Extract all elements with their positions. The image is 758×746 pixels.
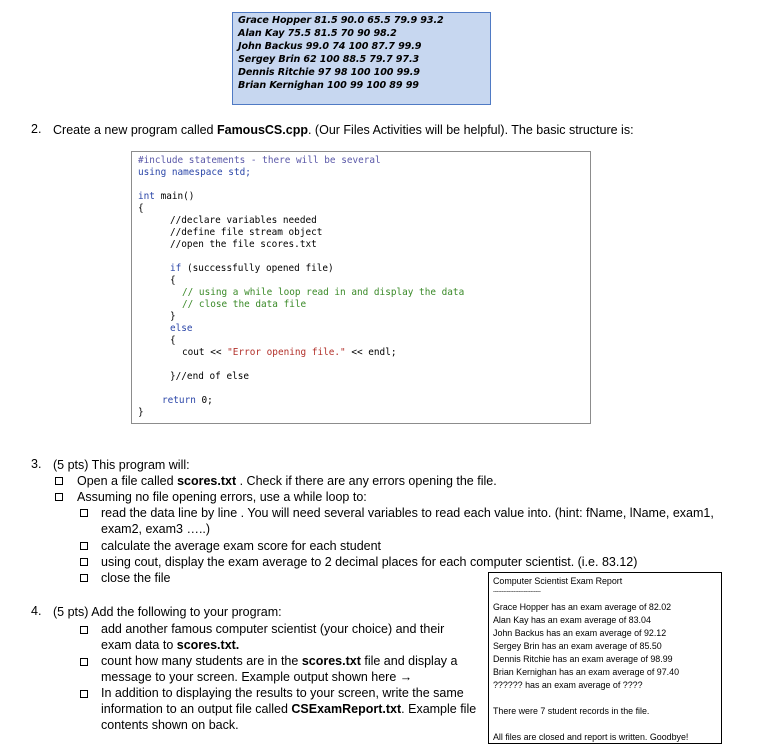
- code-comment: // close the data file: [182, 299, 307, 310]
- code-return-keyword: return: [162, 395, 196, 406]
- step4-item2-text: count how many students are in the: [101, 654, 302, 668]
- step4-number: 4.: [31, 604, 42, 618]
- step3-item1-filename: scores.txt: [177, 474, 237, 488]
- report-line: ?????? has an exam average of ????: [493, 680, 643, 690]
- checkbox[interactable]: [80, 509, 88, 517]
- step4-item3-filename: CSExamReport.txt: [291, 702, 402, 716]
- code-using: using namespace std;: [138, 167, 251, 178]
- report-closing: All files are closed and report is written. Goodbye!: [493, 732, 689, 742]
- code-cout-string: "Error opening file.": [227, 347, 346, 358]
- checkbox[interactable]: [80, 690, 88, 698]
- code-brace-close: }: [170, 311, 176, 322]
- data-line: Brian Kernighan 100 99 100 89 99: [238, 80, 419, 92]
- step3-sub-read-data-cont: exam2, exam3 …..): [101, 522, 211, 536]
- step2-text-after: . (Our Files Activities will be helpful). The basic structure is:: [307, 123, 634, 137]
- example-report-box: [488, 572, 722, 744]
- data-line: John Backus 99.0 74 100 87.7 99.9: [238, 41, 422, 53]
- code-comment: //define file stream object: [170, 227, 323, 238]
- step3-sub-read-data: read the data line by line . You will need several variables to read each value into. (hint: fName, lName, exam1,: [101, 506, 714, 520]
- code-cout-post: << endl;: [345, 347, 397, 358]
- checkbox[interactable]: [55, 493, 63, 501]
- step2-number: 2.: [31, 122, 42, 136]
- code-include: #include statements - there will be several: [138, 155, 381, 166]
- step4-item2-text-after: file and display a: [360, 654, 458, 668]
- step4-header: (5 pts) Add the following to your program:: [53, 605, 282, 619]
- report-line: Brian Kernighan has an exam average of 97.40: [493, 667, 680, 677]
- code-cout: [182, 347, 397, 359]
- step3-item1-text: Open a file called: [77, 474, 178, 488]
- step3-number: 3.: [31, 457, 42, 471]
- data-line: Alan Kay 75.5 81.5 70 90 98.2: [238, 28, 397, 40]
- report-divider: ----------------------------: [493, 589, 541, 595]
- step3-item1-text-after: . Check if there are any errors opening the file.: [236, 474, 497, 488]
- code-comment: //open the file scores.txt: [170, 239, 317, 250]
- data-line: Dennis Ritchie 97 98 100 100 99.9: [238, 67, 420, 79]
- report-line: John Backus has an exam average of 92.12: [493, 628, 667, 638]
- report-title: Computer Scientist Exam Report: [493, 576, 623, 586]
- step4-item-add-scientist-cont: [101, 637, 239, 653]
- data-line: Grace Hopper 81.5 90.0 65.5 79.9 93.2: [238, 15, 444, 26]
- code-int-keyword: int: [138, 191, 155, 202]
- code-comment: //declare variables needed: [170, 215, 317, 226]
- step4-item1-filename: scores.txt.: [176, 638, 240, 652]
- step3-item-open-file: [77, 473, 497, 489]
- code-if-condition: (successfully opened file): [181, 263, 334, 274]
- code-return: [162, 395, 213, 407]
- code-return-value: 0;: [195, 395, 213, 406]
- step3-item-while-loop: Assuming no file opening errors, use a while loop to:: [77, 490, 367, 504]
- code-end-else: }//end of else: [170, 371, 250, 382]
- code-else: else: [170, 323, 193, 334]
- step2-text: Create a new program called: [53, 123, 217, 137]
- checkbox[interactable]: [55, 477, 63, 485]
- step2-filename: FamousCS.cpp: [216, 123, 308, 137]
- code-brace-close: }: [138, 407, 144, 418]
- step3-sub-close: close the file: [101, 571, 171, 585]
- code-brace-open: {: [138, 203, 144, 214]
- code-brace-open: {: [170, 335, 176, 346]
- checkbox[interactable]: [80, 574, 88, 582]
- step4-item3-text-after: . Example file: [401, 702, 477, 716]
- data-line: Sergey Brin 62 100 88.5 79.7 97.3: [238, 54, 420, 66]
- step4-item-output-file-cont2: contents shown on back.: [101, 718, 239, 732]
- code-cout-pre: cout <<: [182, 347, 228, 358]
- step4-item1-text: exam data to: [101, 638, 177, 652]
- step4-item3-text: information to an output file called: [101, 702, 292, 716]
- code-main-text: main(): [154, 191, 195, 202]
- report-line: Sergey Brin has an exam average of 85.50: [493, 641, 662, 651]
- code-if-keyword: if: [170, 263, 182, 274]
- code-brace-open: {: [170, 275, 176, 286]
- report-line: Dennis Ritchie has an exam average of 98.99: [493, 654, 673, 664]
- step4-item-add-scientist: add another famous computer scientist (your choice) and their: [101, 622, 445, 636]
- step3-sub-average: calculate the average exam score for each student: [101, 539, 382, 553]
- code-if: [170, 263, 334, 275]
- report-line: Alan Kay has an exam average of 83.04: [493, 615, 651, 625]
- step2-instruction: [53, 122, 634, 138]
- step4-item2-filename: scores.txt: [301, 654, 361, 668]
- code-comment: // using a while loop read in and display the data: [182, 287, 465, 298]
- step3-header: (5 pts) This program will:: [53, 458, 190, 472]
- step4-item-output-file-cont: [101, 701, 476, 717]
- step4-item-output-file: In addition to displaying the results to your screen, write the same: [101, 686, 464, 700]
- report-count: There were 7 student records in the file.: [493, 706, 650, 716]
- scores-data-box: [232, 12, 491, 105]
- checkbox[interactable]: [80, 658, 88, 666]
- checkbox[interactable]: [80, 558, 88, 566]
- step4-item-count-cont: message to your screen. Example output shown here →: [101, 670, 413, 684]
- step4-item-count: [101, 653, 457, 669]
- code-skeleton-box: [131, 151, 591, 424]
- checkbox[interactable]: [80, 626, 88, 634]
- step3-sub-cout: using cout, display the exam average to 2 decimal places for each computer scientist. (i.e. 83.12): [101, 555, 638, 569]
- checkbox[interactable]: [80, 542, 88, 550]
- report-line: Grace Hopper has an exam average of 82.02: [493, 602, 672, 612]
- code-main: [138, 191, 194, 203]
